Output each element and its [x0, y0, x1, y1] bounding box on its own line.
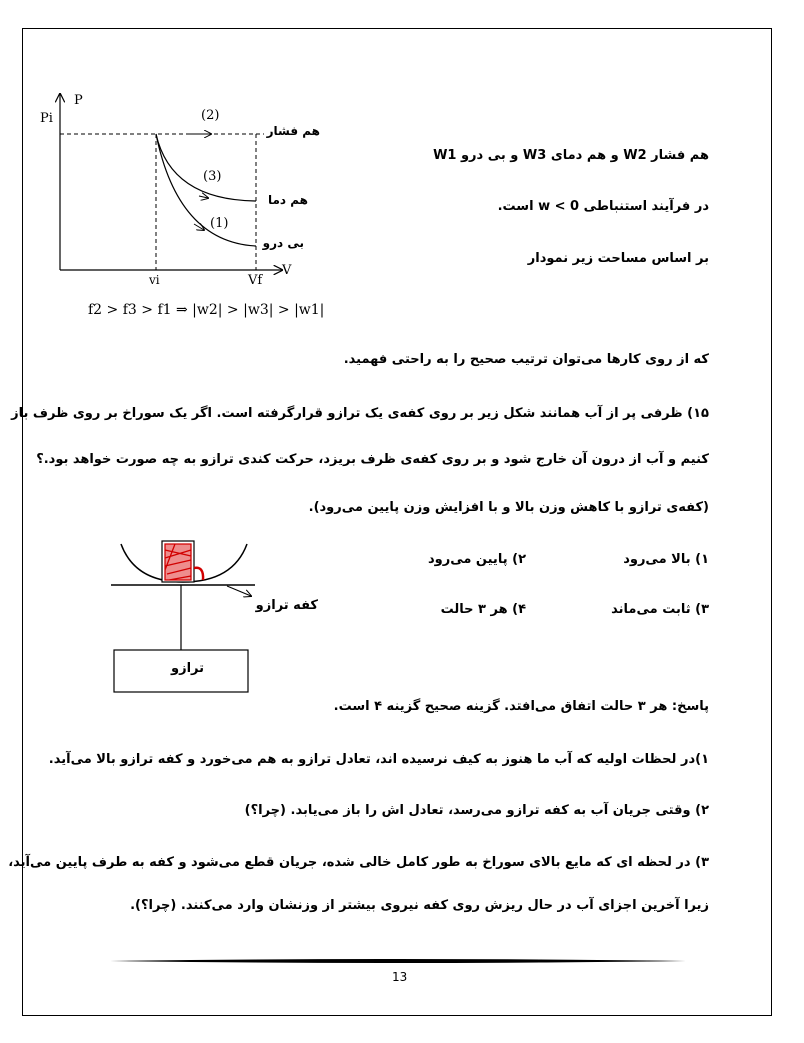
- pv-diagram: [36, 88, 316, 288]
- p-axis-label: P: [74, 93, 83, 108]
- question-line-2: کنیم و آب از درون آن خارج شود و بر روی کفه‌ی ظرف بریزد، حرکت کندی ترازو به چه صورت خواهد بود.؟: [36, 452, 709, 467]
- side-line-2: در فرآیند استنباطی w < 0 است.: [497, 199, 709, 214]
- adiabatic-curve: [156, 134, 256, 246]
- option-3: ۳) ثابت می‌ماند: [611, 602, 709, 617]
- option-1: ۱) بالا می‌رود: [623, 552, 709, 567]
- path1-label: (1): [210, 216, 229, 231]
- isothermal-arrow: [199, 196, 208, 198]
- red-water-fill: [165, 544, 191, 580]
- answer-item-2: ۲) وقتی جریان آب به کفه ترازو می‌رسد، تعادل اش را باز می‌یابد. (چرا؟): [244, 803, 709, 818]
- path2-label: (2): [201, 108, 220, 123]
- question-line-1: ۱۵) ظرفی پر از آب همانند شکل زیر بر روی کفه‌ی یک ترازو قرارگرفته است. اگر یک سوراخ بر روی ظرف باز: [11, 406, 709, 421]
- option-4: ۴) هر ۳ حالت: [440, 602, 526, 617]
- pan-pointer-arrow: [227, 586, 251, 596]
- question-hint: (کفه‌ی ترازو با کاهش وزن بالا و با افزایش وزن پایین می‌رود).: [308, 500, 709, 515]
- adiabatic-label: بی درو: [262, 236, 304, 250]
- answer-item-1: ۱)در لحظات اولیه که آب ما هنوز به کیف نرسیده اند، تعادل ترازو به هم می‌خورد و کفه ترازو بالا می‌آید.: [48, 752, 709, 767]
- answer-main: پاسخ: هر ۳ حالت اتفاق می‌افتد. گزینه صحیح گزینه ۴ است.: [333, 699, 709, 714]
- page-number: 13: [392, 970, 408, 984]
- vi-label: vi: [149, 273, 160, 287]
- isothermal-curve: [156, 134, 256, 201]
- footer-rule: [110, 957, 686, 965]
- side-line-3: بر اساس مساحت زیر نمودار: [527, 251, 709, 266]
- pan-label: کفه ترازو: [255, 598, 318, 613]
- option-2: ۲) پایین می‌رود: [427, 552, 526, 567]
- answer-item-3-line-2: زیرا آخرین اجزای آب در حال ریزش روی کفه نیروی بیشتر از وزنشان وارد می‌کنند. (چرا؟).: [130, 898, 709, 913]
- side-line-1: هم فشار W2 و هم دمای W3 و بی درو W1: [433, 148, 709, 163]
- work-inequality: f2 > f3 > f1 ⇒ |w2| > |w3| > |w1|: [88, 302, 325, 318]
- adiabatic-arrow: [194, 224, 204, 230]
- isobaric-label: هم فشار: [266, 124, 320, 138]
- paragraph-order: که از روی کارها می‌توان ترتیب صحیح را به راحتی فهمید.: [343, 352, 709, 367]
- pi-label: Pi: [40, 111, 53, 126]
- answer-item-3-line-1: ۳) در لحظه ای که مایع بالای سوراخ به طور کامل خالی شده، جریان قطع می‌شود و کفه به طرف پایین می‌آید،: [8, 855, 709, 870]
- scale-label: ترازو: [171, 661, 204, 676]
- path3-label: (3): [203, 169, 222, 184]
- v-axis-label: V: [282, 263, 292, 278]
- vf-label: Vf: [248, 273, 263, 288]
- water-stream: [194, 568, 203, 580]
- isothermal-label: هم دما: [267, 193, 308, 207]
